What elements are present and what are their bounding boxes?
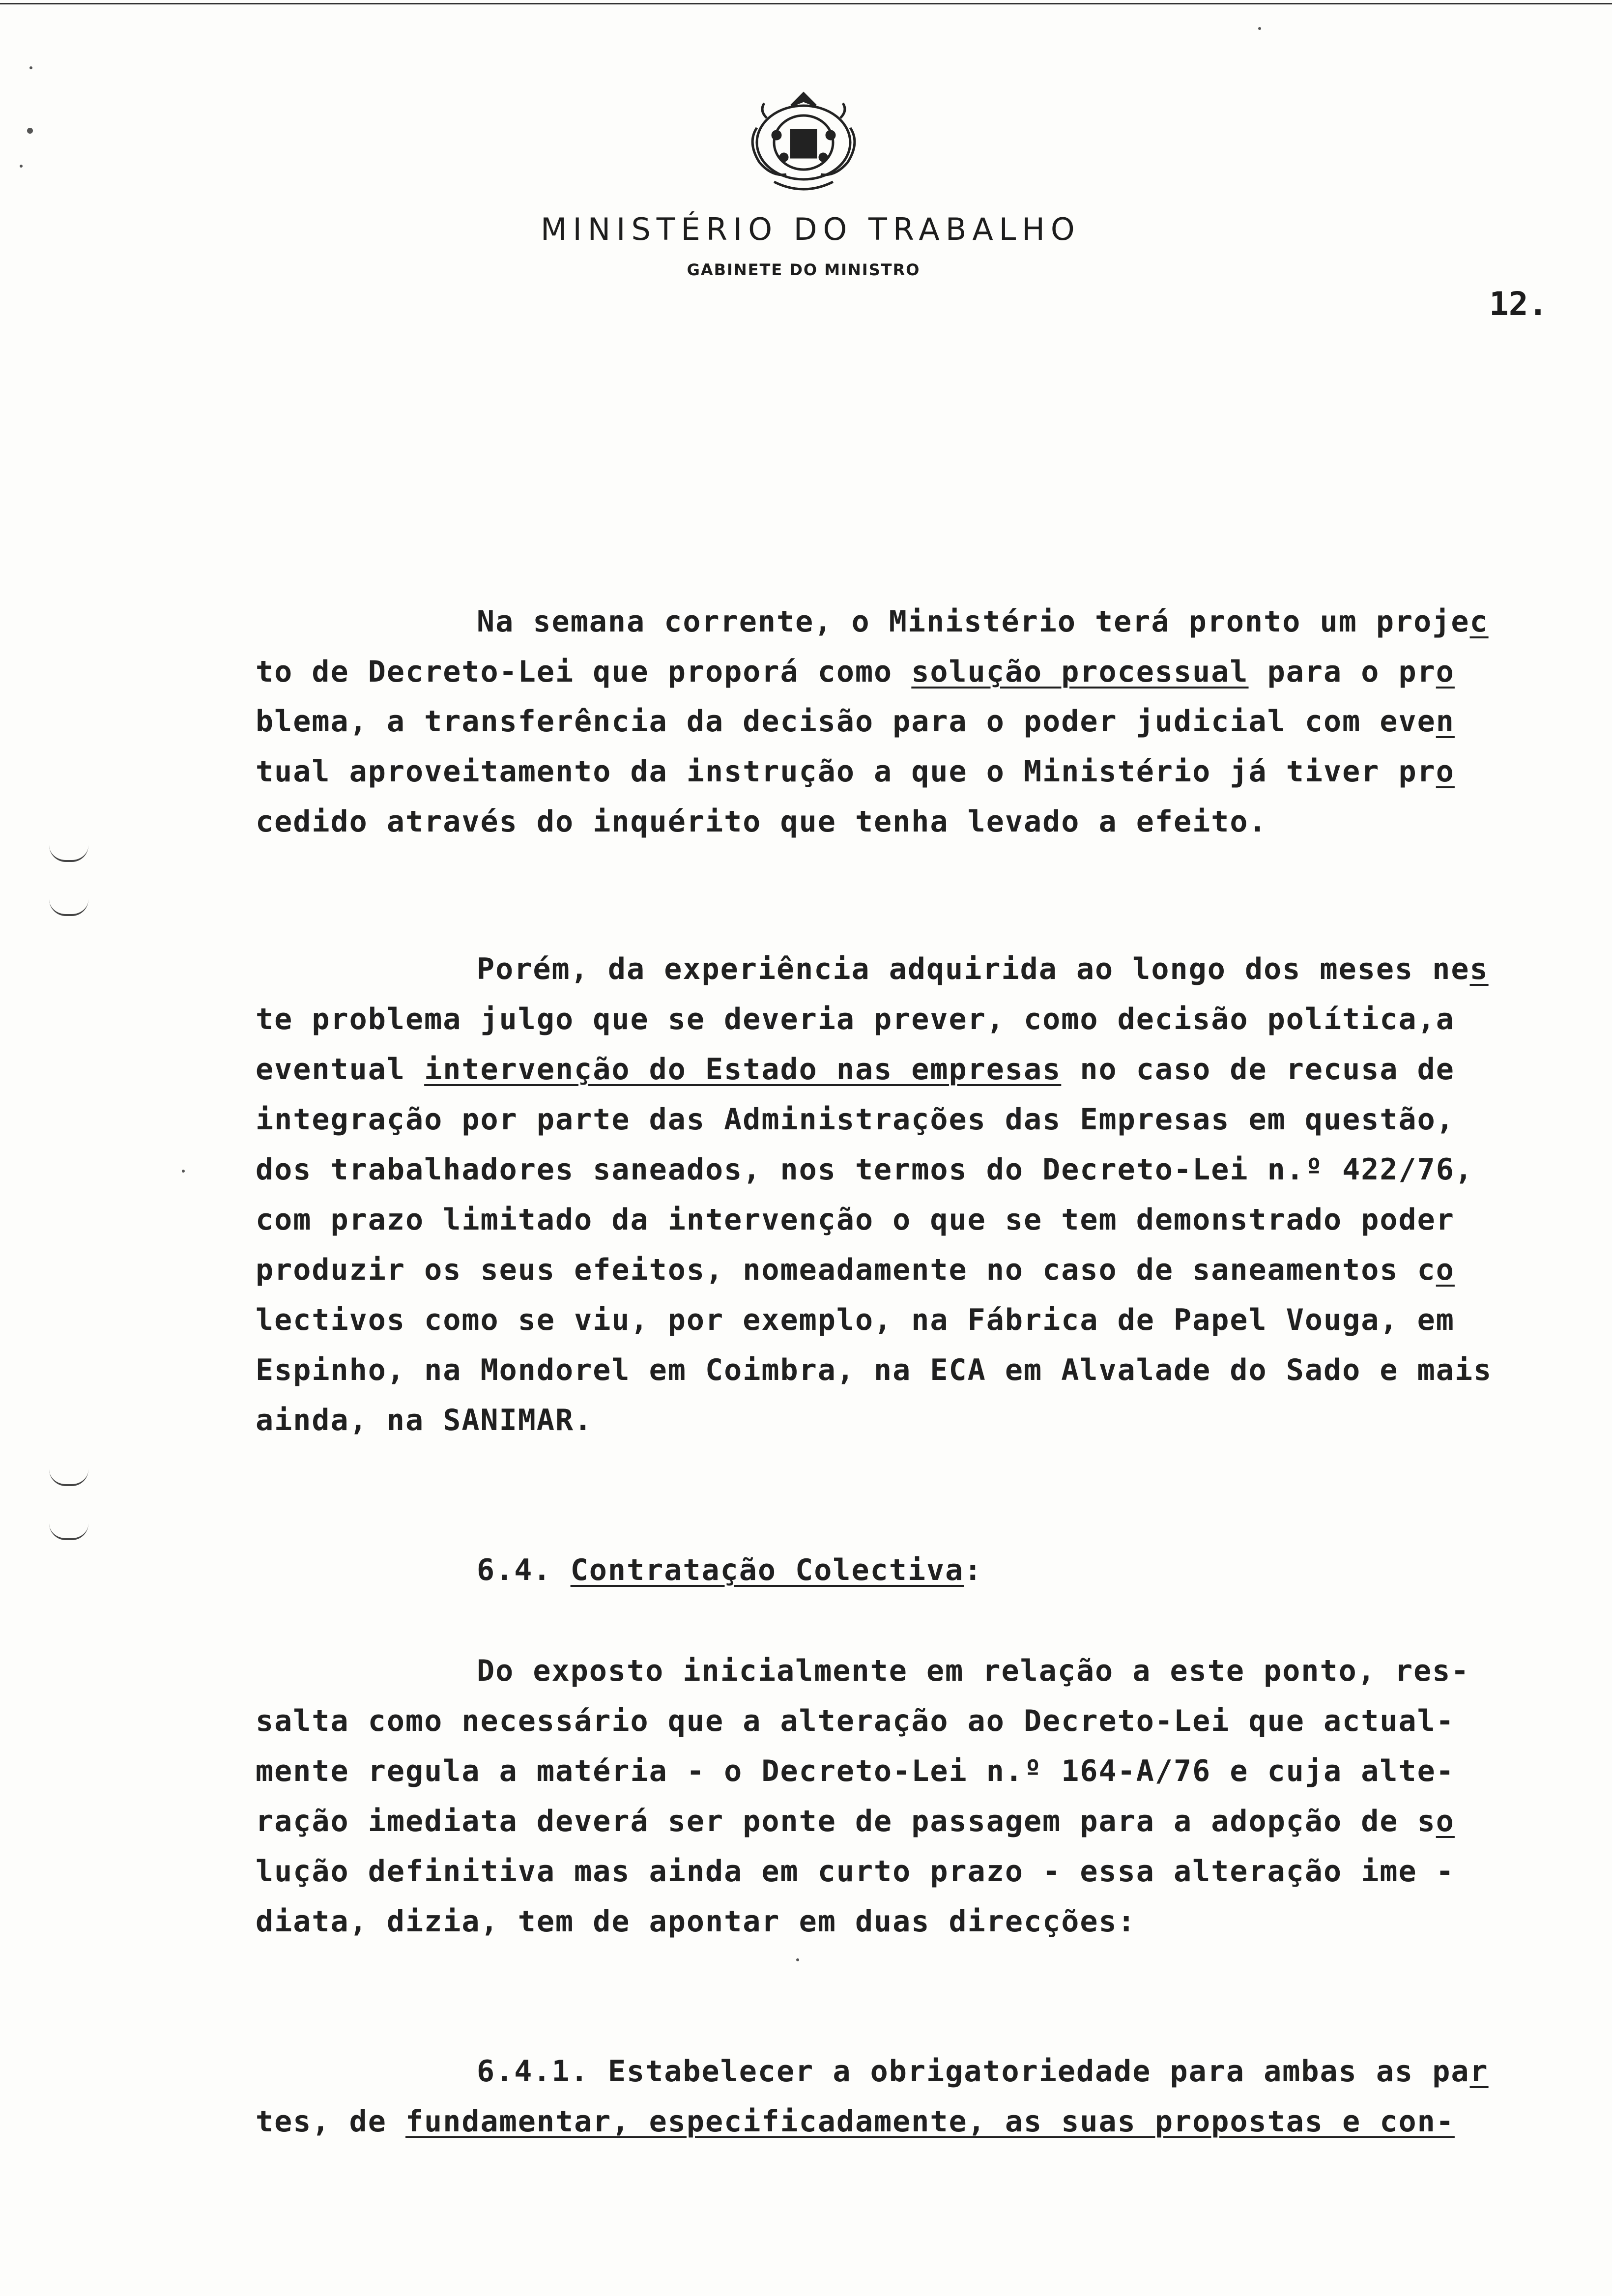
margin-arc-mark [49,1469,88,1486]
paragraph-3-line-1: Do exposto inicialmente em relação a este ponto, res- [477,1654,1470,1688]
paragraph-1-line-4: tual aproveitamento da instrução a que o Ministério já tiver pro [256,754,1455,789]
paragraph-3-line-4: ração imediata deverá ser ponte de passagem para a adopção de so [256,1804,1455,1838]
paragraph-2-line-8: lectivos como se viu, por exemplo, na Fábrica de Papel Vouga, em [256,1303,1455,1337]
margin-speck [20,165,23,168]
paragraph-2-line-6: com prazo limitado da intervenção o que se tem demonstrado poder [256,1203,1455,1237]
margin-speck [796,1958,799,1961]
margin-arc-mark [49,899,88,916]
underlined-phrase: solução processual [911,655,1249,689]
paragraph-2-line-1: Porém, da experiência adquirida ao longo dos meses nes [477,952,1489,986]
paragraph-3-line-6: diata, dizia, tem de apontar em duas direcções: [256,1904,1136,1939]
margin-speck [1258,27,1261,30]
page-number: 12. [1489,285,1548,323]
ministry-heading: MINISTÉRIO DO TRABALHO [541,211,1081,247]
underlined-phrase: intervenção do Estado nas empresas [424,1052,1062,1087]
paragraph-2-line-7: produzir os seus efeitos, nomeadamente no caso de saneamentos co [256,1253,1455,1287]
paragraph-4-line-1: 6.4.1. Estabelecer a obrigatoriedade para ambas as par [477,2054,1489,2089]
paragraph-1-line-2: to de Decreto-Lei que proporá como solução processual para o pro [256,655,1455,689]
cabinet-subheading: GABINETE DO MINISTRO [687,260,921,279]
paragraph-2-line-4: integração por parte das Administrações das Empresas em questão, [256,1102,1455,1137]
paragraph-4-line-2: tes, de fundamentar, especificadamente, as suas propostas e con- [256,2104,1455,2139]
margin-speck [29,66,32,69]
paragraph-3-line-3: mente regula a matéria - o Decreto-Lei n.º 164-A/76 e cuja alte- [256,1754,1455,1788]
underlined-phrase: fundamentar, especificadamente, as suas propostas e con- [405,2104,1455,2139]
paragraph-2-line-5: dos trabalhadores saneados, nos termos do Decreto-Lei n.º 422/76, [256,1152,1473,1187]
margin-speck [27,128,33,134]
paragraph-2-line-3: eventual intervenção do Estado nas empresas no caso de recusa de [256,1052,1455,1087]
paragraph-3-line-2: salta como necessário que a alteração ao Decreto-Lei que actual- [256,1704,1455,1738]
section-heading-6-4: 6.4. Contratação Colectiva: [477,1553,983,1587]
margin-arc-mark [49,845,88,862]
paragraph-2-line-2: te problema julgo que se deveria prever, como decisão política,a [256,1002,1455,1036]
margin-arc-mark [49,1523,88,1540]
paragraph-2-line-10: ainda, na SANIMAR. [256,1403,593,1437]
paragraph-2-line-9: Espinho, na Mondorel em Coimbra, na ECA em Alvalade do Sado e mais [256,1353,1493,1387]
paragraph-1-line-5: cedido através do inquérito que tenha levado a efeito. [256,804,1267,839]
paragraph-1-line-1: Na semana corrente, o Ministério terá pronto um projec [477,604,1489,639]
top-edge-rule [0,3,1612,4]
paragraph-3-line-5: lução definitiva mas ainda em curto prazo - essa alteração ime - [256,1854,1455,1889]
paragraph-1-line-3: blema, a transferência da decisão para o poder judicial com even [256,704,1455,739]
coat-of-arms-icon [737,84,870,197]
margin-speck [182,1170,185,1173]
